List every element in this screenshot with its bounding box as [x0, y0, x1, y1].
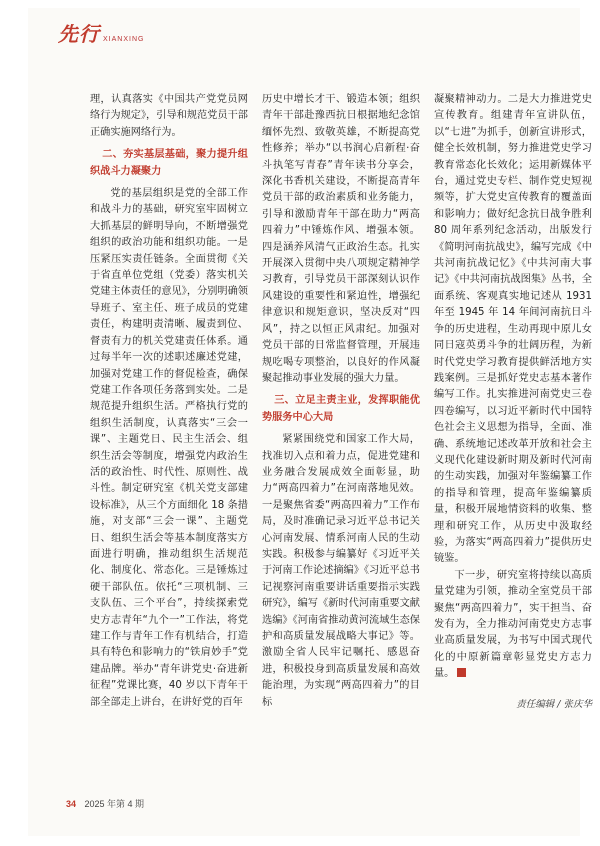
- paragraph-intro: 理，认真落实《中国共产党党员网络行为规定》，引导和规范党员干部正确实施网络行为。: [90, 94, 248, 138]
- column-1: [90, 92, 248, 792]
- page-number: 34: [66, 799, 77, 809]
- section-heading-3: 三、立足主责主业，发挥职能优势服务中心大局: [262, 395, 420, 423]
- issue-label: 2025 年第 4 期: [84, 799, 145, 809]
- paragraph-continued: 凝聚精神动力。二是大力推进党史宣传教育。组建青年宣讲队伍，以“七进”为抓手，创新宣讲形式，健全长效机制，努力推进党史学习教育常态化长效化；运用新媒体平台，通过党史专栏、制作党史短视频等，扩大党史宣传教育的覆盖面和影响力；做好纪念抗日战争胜利 80 周年系列纪念活动，出版发行《简明河南抗战史》，编写完成《中共河南抗战记忆》《中共河南大事记》《中共河南抗战图集》丛书，全面系统、客观真实地记述从 1931 年至 1945 年 14 年间河南抗日斗争的历史进程，生动再现中原儿女同日寇英勇斗争的壮阔历程，为新时代党史学习教育提供鲜活地方实践案例。三是抓好党史志基本著作编写工作。扎实推进河南党史三卷四卷编写，以习近平新时代中国特色社会主义思想为指导，全面、准确、系统地记述改革开放和社会主义现代化建设新时期及新时代河南的生动实践，加强对年鉴编纂工作的指导和管理，提高年鉴编纂质量，积极开展地情资料的收集、整理和研究工作，从历史中汲取经验，为落实“两高四着力”提供历史镜鉴。: [434, 94, 592, 565]
- editor-credit: 责任编辑 / 张庆华: [516, 698, 592, 710]
- column-3: [434, 92, 592, 792]
- paragraph: 党的基层组织是党的全部工作和战斗力的基础，研究室牢固树立大抓基层的鲜明导向，不断增强党组织的政治功能和组织功能。一是压紧压实责任链条。全面贯彻《关于省直单位党组（党委）落实机关党建主体责任的意见》，分别明确领导班子、室主任、班子成员的党建责任，构建明责清晰、履责到位、督责有力的机关党建责任体系。通过每半年一次的述职述廉述党建，加强对党建工作的督促检查，确保党建工作各项任务落到实处。二是规范提升组织生活。严格执行党的组织生活制度，认真落实“三会一课”、主题党日、民主生活会、组织生活会等制度，增强党内政治生活的政治性、时代性、原则性、战斗性。制定研究室《机关党支部建设标准》，从三个方面细化 18 条措施，对支部“三会一课”、主题党日、组织生活会等基本制度落实方面进行明确，推动组织生活规范化、制度化、常态化。三是锤炼过硬干部队伍。依托“三项机制、三支队伍、三个平台”，持续探索党史方志青年“九个一”工作法，将党建工作与青年工作有机结合，打造具有特色和影响力的“铁肩妙手”党建品牌。举办“青年讲党史·奋进新征程”党课比赛，40 岁以下青年干部全部走上讲台，在讲好党的百年: [90, 188, 248, 708]
- paragraph: 紧紧围绕党和国家工作大局，找准切入点和着力点，促进党建和业务融合发展成效全面彰显，助力“两高四着力”在河南落地见效。一是聚焦省委“两高四着力”工作布局，及时准确记录习近平总书记关心河南发展、情系河南人民的生动实践。积极参与编纂好《习近平关于河南工作论述摘编》《习近平总书记视察河南重要讲话重要指示实践研究》，编写《新时代河南重要文献选编》《河南省推动黄河流域生态保护和高质量发展战略大事记》等。激励全省人民牢记嘱托、感恩奋进，积极投身到高质量发展和高效能治理，为实现“两高四着力”的目标: [262, 434, 420, 708]
- column-2: [262, 92, 420, 792]
- page: [28, 8, 592, 836]
- masthead-logo: 先行: [58, 22, 100, 46]
- page-footer: [66, 797, 144, 810]
- paragraph-continued: 历史中增长才干、锻造本领；组织青年干部赴豫西抗日根据地纪念馆缅怀先烈、致敬英雄，不断提高党性修养；举办“以书润心启新程·奋斗执笔写青春”青年读书分享会，深化书香机关建设，不断提高青年党员干部的政治素质和业务能力，引导和激励青年干部在助力“两高四着力”中锤炼作风、增强本领。四是涵养风清气正政治生态。扎实开展深入贯彻中央八项规定精神学习教育，引导党员干部深刻认识作风建设的重要性和紧迫性，增强纪律意识和规矩意识，坚决反对“四风”，持之以恒正风肃纪。加强对党员干部的日常监督管理，开展违规吃喝专项整治，以良好的作风凝聚起推动事业发展的强大力量。: [262, 94, 420, 384]
- end-mark-icon: [457, 668, 466, 677]
- masthead-logo-sub: XIANXING: [103, 36, 145, 43]
- paragraph-conclusion: [434, 568, 592, 683]
- masthead: [58, 18, 258, 48]
- article-body: [90, 92, 590, 792]
- conclusion-text: 下一步，研究室将持续以高质量党建为引领，推动全室党员干部聚焦“两高四着力”，实干担当、奋发有为，全力推动河南党史方志事业高质量发展，为书写中国式现代化的中原新篇章彰显党史方志力量。: [434, 569, 592, 680]
- section-heading-2: 二、夯实基层基础，聚力提升组织战斗力凝聚力: [90, 149, 248, 177]
